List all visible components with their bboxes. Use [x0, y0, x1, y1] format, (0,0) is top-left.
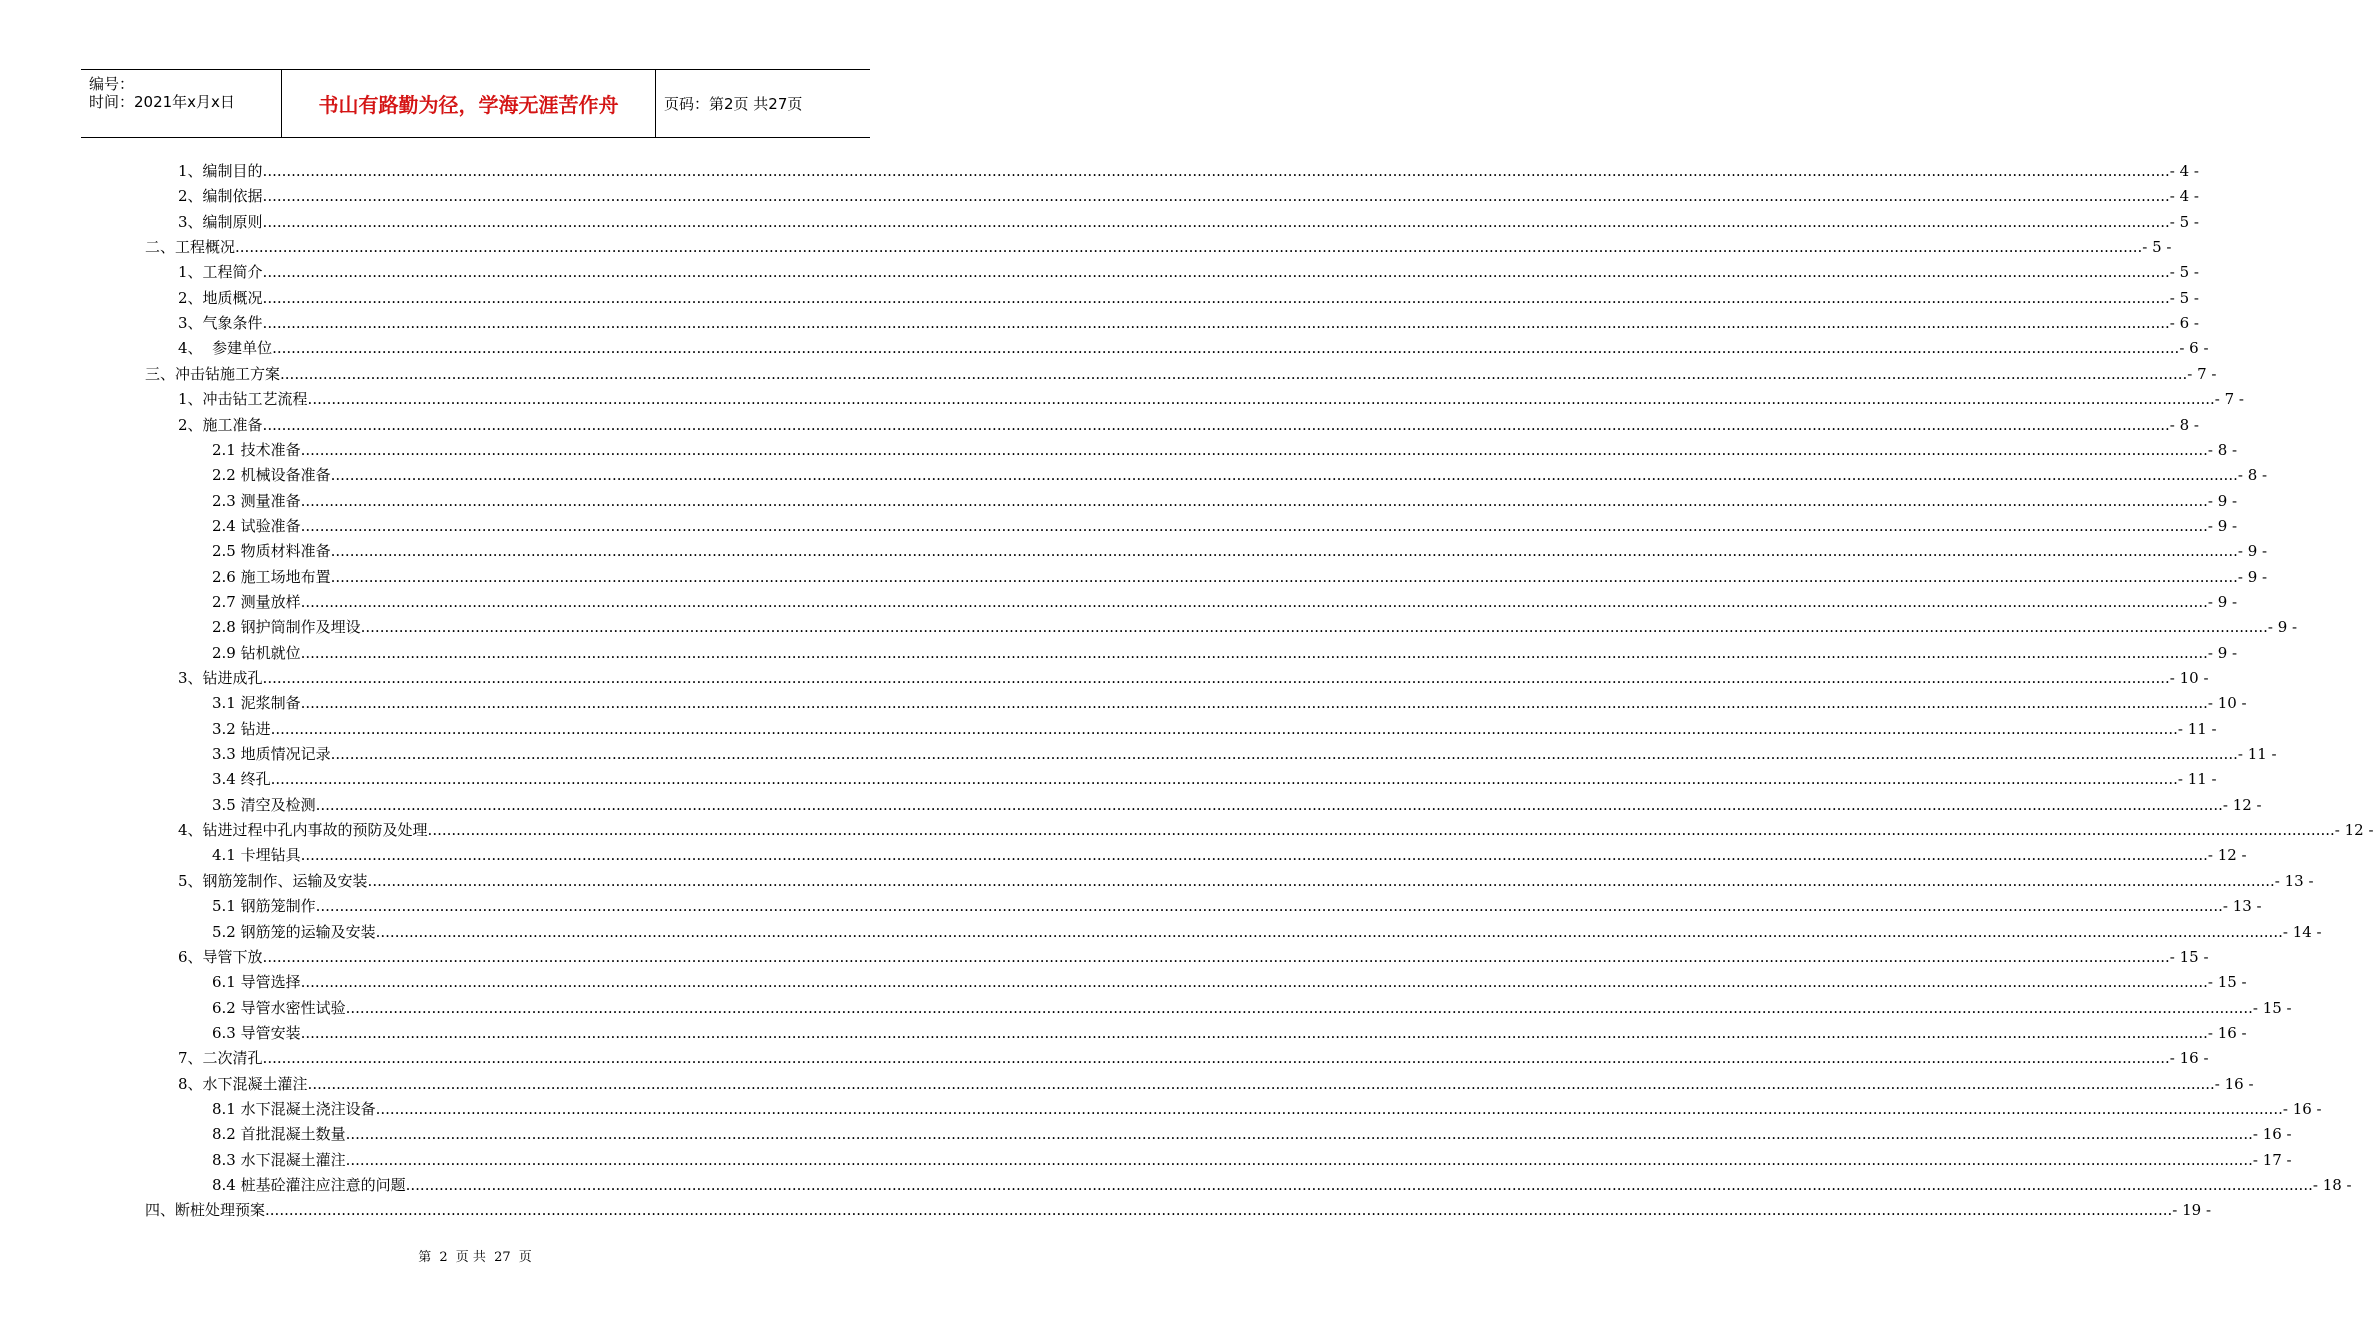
toc-dot-leader: ................................................................................................................................................................................................................................................................................................................................................................................................................: [300, 517, 2208, 535]
toc-entry-title: 3、钻进成孔: [178, 669, 263, 687]
toc-entry-page: - 18 -: [2312, 1176, 2352, 1194]
document-number-label: 编号：: [89, 75, 135, 93]
toc-dot-leader: ................................................................................................................................................................................................................................................................................................................................................................................................................: [262, 1049, 2170, 1067]
toc-entry[interactable]: [212, 768, 2217, 790]
toc-entry-page: - 12 -: [2207, 846, 2247, 864]
toc-entry[interactable]: [212, 515, 2238, 537]
page-header: [81, 69, 870, 138]
toc-dot-leader: ................................................................................................................................................................................................................................................................................................................................................................................................................: [300, 694, 2208, 712]
toc-entry-page: - 14 -: [2282, 923, 2322, 941]
toc-entry-title: 3.2 钻进: [212, 720, 271, 738]
toc-entry-title: 7、二次清孔: [178, 1049, 263, 1067]
toc-entry-page: - 8 -: [2169, 416, 2199, 434]
toc-entry[interactable]: [178, 287, 2199, 309]
toc-entry-title: 4.1 卡埋钻具: [212, 846, 301, 864]
toc-entry-page: - 17 -: [2252, 1151, 2292, 1169]
toc-entry-page: - 16 -: [2207, 1024, 2247, 1042]
header-center-cell: [281, 70, 656, 137]
toc-entry-page: - 9 -: [2267, 618, 2298, 636]
toc-entry-title: 2.9 钻机就位: [212, 644, 301, 662]
toc-entry-title: 3、气象条件: [178, 314, 263, 332]
toc-entry[interactable]: [178, 946, 2209, 968]
toc-dot-leader: ................................................................................................................................................................................................................................................................................................................................................................................................................: [262, 213, 2170, 231]
toc-entry-page: - 4 -: [2169, 162, 2199, 180]
toc-dot-leader: ................................................................................................................................................................................................................................................................................................................................................................................................................: [272, 339, 2180, 357]
toc-dot-leader: ................................................................................................................................................................................................................................................................................................................................................................................................................: [262, 162, 2170, 180]
toc-entry[interactable]: [212, 718, 2217, 740]
toc-dot-leader: ................................................................................................................................................................................................................................................................................................................................................................................................................: [375, 923, 2283, 941]
toc-entry-page: - 11 -: [2237, 745, 2277, 763]
toc-entry-title: 1、工程简介: [178, 263, 263, 281]
toc-entry[interactable]: [178, 160, 2199, 182]
header-page-info: 页码：第2页 共27页: [664, 95, 803, 113]
toc-entry-title: 8.1 水下混凝土浇注设备: [212, 1100, 376, 1118]
toc-entry[interactable]: [178, 667, 2209, 689]
toc-entry-title: 4、 参建单位: [178, 339, 273, 357]
footer-total-pages: 27: [494, 1250, 511, 1265]
toc-entry[interactable]: [212, 997, 2292, 1019]
toc-entry[interactable]: [212, 591, 2238, 613]
toc-dot-leader: ................................................................................................................................................................................................................................................................................................................................................................................................................: [300, 644, 2208, 662]
toc-entry[interactable]: [212, 616, 2298, 638]
toc-dot-leader: ................................................................................................................................................................................................................................................................................................................................................................................................................: [300, 492, 2208, 510]
toc-entry-title: 8.2 首批混凝土数量: [212, 1125, 346, 1143]
toc-entry-title: 6、导管下放: [178, 948, 263, 966]
toc-entry[interactable]: [212, 794, 2262, 816]
toc-entry[interactable]: [178, 337, 2209, 359]
footer-suffix: 页: [518, 1250, 532, 1265]
toc-entry-title: 3、编制原则: [178, 213, 263, 231]
toc-entry[interactable]: [212, 1123, 2292, 1145]
toc-dot-leader: ................................................................................................................................................................................................................................................................................................................................................................................................................: [262, 669, 2170, 687]
toc-entry-page: - 9 -: [2207, 517, 2238, 535]
toc-dot-leader: ................................................................................................................................................................................................................................................................................................................................................................................................................: [330, 568, 2238, 586]
toc-entry-title: 6.3 导管安装: [212, 1024, 301, 1042]
toc-entry-title: 3.5 清空及检测: [212, 796, 316, 814]
footer-mid: 页 共: [455, 1250, 486, 1265]
toc-dot-leader: ................................................................................................................................................................................................................................................................................................................................................................................................................: [270, 720, 2178, 738]
toc-entry-title: 1、冲击钻工艺流程: [178, 390, 308, 408]
toc-entry[interactable]: [212, 464, 2268, 486]
toc-entry[interactable]: [212, 895, 2262, 917]
toc-dot-leader: ................................................................................................................................................................................................................................................................................................................................................................................................................: [262, 289, 2170, 307]
toc-entry[interactable]: [145, 1199, 2212, 1221]
footer-prefix: 第: [418, 1250, 432, 1265]
toc-entry-title: 2.3 测量准备: [212, 492, 301, 510]
toc-entry[interactable]: [212, 490, 2238, 512]
toc-dot-leader: ................................................................................................................................................................................................................................................................................................................................................................................................................: [270, 770, 2178, 788]
toc-dot-leader: ................................................................................................................................................................................................................................................................................................................................................................................................................: [375, 1100, 2283, 1118]
toc-entry[interactable]: [178, 312, 2199, 334]
toc-entry-page: - 9 -: [2207, 644, 2238, 662]
toc-dot-leader: ................................................................................................................................................................................................................................................................................................................................................................................................................: [280, 365, 2188, 383]
toc-entry-page: - 10 -: [2169, 669, 2209, 687]
toc-dot-leader: ................................................................................................................................................................................................................................................................................................................................................................................................................: [427, 821, 2335, 839]
toc-entry[interactable]: [212, 692, 2247, 714]
toc-dot-leader: ................................................................................................................................................................................................................................................................................................................................................................................................................: [330, 466, 2238, 484]
toc-entry[interactable]: [178, 388, 2244, 410]
toc-entry-page: - 13 -: [2274, 872, 2314, 890]
toc-dot-leader: ................................................................................................................................................................................................................................................................................................................................................................................................................: [262, 948, 2170, 966]
toc-entry[interactable]: [178, 211, 2199, 233]
toc-entry-page: - 5 -: [2169, 289, 2199, 307]
toc-entry[interactable]: [178, 870, 2314, 892]
toc-entry-title: 6.2 导管水密性试验: [212, 999, 346, 1017]
toc-entry-title: 2.6 施工场地布置: [212, 568, 331, 586]
toc-entry[interactable]: [178, 185, 2199, 207]
toc-entry[interactable]: [212, 1174, 2352, 1196]
toc-entry[interactable]: [178, 1073, 2254, 1095]
toc-entry-page: - 9 -: [2237, 568, 2268, 586]
toc-entry[interactable]: [178, 1047, 2209, 1069]
toc-entry-page: - 7 -: [2187, 365, 2217, 383]
toc-dot-leader: ................................................................................................................................................................................................................................................................................................................................................................................................................: [315, 897, 2223, 915]
toc-entry-page: - 16 -: [2169, 1049, 2209, 1067]
header-left-cell: [81, 70, 280, 137]
toc-dot-leader: ................................................................................................................................................................................................................................................................................................................................................................................................................: [300, 441, 2208, 459]
toc-entry-title: 三、冲击钻施工方案: [145, 365, 281, 383]
toc-entry-title: 二、工程概况: [145, 238, 236, 256]
toc-dot-leader: ................................................................................................................................................................................................................................................................................................................................................................................................................: [315, 796, 2223, 814]
toc-dot-leader: ................................................................................................................................................................................................................................................................................................................................................................................................................: [300, 846, 2208, 864]
toc-entry-title: 3.3 地质情况记录: [212, 745, 331, 763]
header-motto: 书山有路勤为径，学海无涯苦作舟: [318, 93, 619, 117]
toc-dot-leader: ................................................................................................................................................................................................................................................................................................................................................................................................................: [345, 1151, 2253, 1169]
toc-dot-leader: ................................................................................................................................................................................................................................................................................................................................................................................................................: [300, 973, 2208, 991]
toc-entry-page: - 5 -: [2169, 213, 2199, 231]
toc-entry-title: 4、钻进过程中孔内事故的预防及处理: [178, 821, 428, 839]
toc-entry-page: - 8 -: [2207, 441, 2238, 459]
toc-dot-leader: ................................................................................................................................................................................................................................................................................................................................................................................................................: [300, 593, 2208, 611]
toc-entry-title: 3.1 泥浆制备: [212, 694, 301, 712]
toc-entry-page: - 12 -: [2222, 796, 2262, 814]
toc-entry-page: - 13 -: [2222, 897, 2262, 915]
toc-dot-leader: ................................................................................................................................................................................................................................................................................................................................................................................................................: [360, 618, 2268, 636]
toc-entry[interactable]: [212, 540, 2268, 562]
toc-dot-leader: ................................................................................................................................................................................................................................................................................................................................................................................................................: [330, 542, 2238, 560]
toc-dot-leader: ................................................................................................................................................................................................................................................................................................................................................................................................................: [307, 390, 2215, 408]
toc-entry-title: 2、编制依据: [178, 187, 263, 205]
toc-dot-leader: ................................................................................................................................................................................................................................................................................................................................................................................................................: [345, 999, 2253, 1017]
toc-entry-title: 2.7 测量放样: [212, 593, 301, 611]
toc-dot-leader: ................................................................................................................................................................................................................................................................................................................................................................................................................: [367, 872, 2275, 890]
toc-entry-title: 8.4 桩基砼灌注应注意的问题: [212, 1176, 406, 1194]
toc-entry-title: 2.1 技术准备: [212, 441, 301, 459]
toc-entry[interactable]: [212, 1149, 2292, 1171]
toc-entry-page: - 16 -: [2214, 1075, 2254, 1093]
toc-entry-page: - 6 -: [2179, 339, 2209, 357]
toc-entry-title: 2、施工准备: [178, 416, 263, 434]
toc-entry-page: - 9 -: [2207, 593, 2238, 611]
toc-entry-page: - 5 -: [2142, 238, 2172, 256]
toc-dot-leader: ................................................................................................................................................................................................................................................................................................................................................................................................................: [300, 1024, 2208, 1042]
toc-dot-leader: ................................................................................................................................................................................................................................................................................................................................................................................................................: [235, 238, 2143, 256]
toc-entry[interactable]: [178, 261, 2199, 283]
document-date: 时间：2021年x月x日: [89, 93, 235, 111]
toc-entry[interactable]: [178, 414, 2199, 436]
toc-entry[interactable]: [212, 439, 2238, 461]
toc-entry[interactable]: [145, 363, 2217, 385]
toc-entry-title: 6.1 导管选择: [212, 973, 301, 991]
toc-entry[interactable]: [212, 1022, 2247, 1044]
toc-entry-page: - 11 -: [2177, 720, 2217, 738]
toc-entry-title: 2.5 物质材料准备: [212, 542, 331, 560]
toc-entry-page: - 5 -: [2169, 263, 2199, 281]
toc-dot-leader: ................................................................................................................................................................................................................................................................................................................................................................................................................: [262, 263, 2170, 281]
toc-entry-title: 2.4 试验准备: [212, 517, 301, 535]
toc-entry-page: - 8 -: [2237, 466, 2268, 484]
toc-dot-leader: ................................................................................................................................................................................................................................................................................................................................................................................................................: [265, 1201, 2173, 1219]
toc-entry-title: 8、水下混凝土灌注: [178, 1075, 308, 1093]
toc-entry-page: - 12 -: [2334, 821, 2374, 839]
toc-dot-leader: ................................................................................................................................................................................................................................................................................................................................................................................................................: [307, 1075, 2215, 1093]
toc-entry-page: - 6 -: [2169, 314, 2199, 332]
toc-entry-page: - 10 -: [2207, 694, 2247, 712]
toc-entry[interactable]: [212, 642, 2238, 664]
toc-entry-title: 1、编制目的: [178, 162, 263, 180]
toc-entry-title: 2.8 钢护筒制作及埋设: [212, 618, 361, 636]
toc-entry[interactable]: [145, 236, 2172, 258]
toc-entry[interactable]: [212, 1098, 2322, 1120]
toc-entry-title: 3.4 终孔: [212, 770, 271, 788]
toc-dot-leader: ................................................................................................................................................................................................................................................................................................................................................................................................................: [345, 1125, 2253, 1143]
toc-dot-leader: ................................................................................................................................................................................................................................................................................................................................................................................................................: [330, 745, 2238, 763]
header-right-cell: [656, 70, 870, 137]
toc-entry[interactable]: [178, 819, 2374, 841]
toc-dot-leader: ................................................................................................................................................................................................................................................................................................................................................................................................................: [405, 1176, 2313, 1194]
toc-entry[interactable]: [212, 743, 2277, 765]
toc-entry-title: 5.2 钢筋笼的运输及安装: [212, 923, 376, 941]
toc-entry-title: 2.2 机械设备准备: [212, 466, 331, 484]
toc-entry-page: - 19 -: [2172, 1201, 2212, 1219]
page-footer: [0, 1246, 950, 1265]
toc-entry-title: 2、地质概况: [178, 289, 263, 307]
toc-entry-title: 8.3 水下混凝土灌注: [212, 1151, 346, 1169]
toc-dot-leader: ................................................................................................................................................................................................................................................................................................................................................................................................................: [262, 416, 2170, 434]
toc-entry-page: - 9 -: [2207, 492, 2238, 510]
toc-entry-page: - 15 -: [2169, 948, 2209, 966]
toc-dot-leader: ................................................................................................................................................................................................................................................................................................................................................................................................................: [262, 187, 2170, 205]
toc-entry-page: - 7 -: [2214, 390, 2244, 408]
toc-entry-page: - 11 -: [2177, 770, 2217, 788]
footer-current-page: 2: [439, 1250, 448, 1265]
toc-entry[interactable]: [212, 844, 2247, 866]
toc-entry-page: - 15 -: [2252, 999, 2292, 1017]
toc-entry[interactable]: [212, 921, 2322, 943]
toc-entry-title: 5.1 钢筋笼制作: [212, 897, 316, 915]
toc-entry-page: - 16 -: [2282, 1100, 2322, 1118]
toc-dot-leader: ................................................................................................................................................................................................................................................................................................................................................................................................................: [262, 314, 2170, 332]
toc-entry-page: - 4 -: [2169, 187, 2199, 205]
toc-entry-page: - 9 -: [2237, 542, 2268, 560]
toc-entry[interactable]: [212, 566, 2268, 588]
toc-entry-title: 四、断桩处理预案: [145, 1201, 266, 1219]
toc-entry-page: - 15 -: [2207, 973, 2247, 991]
toc-entry[interactable]: [212, 971, 2247, 993]
toc-entry-page: - 16 -: [2252, 1125, 2292, 1143]
toc-entry-title: 5、钢筋笼制作、运输及安装: [178, 872, 368, 890]
